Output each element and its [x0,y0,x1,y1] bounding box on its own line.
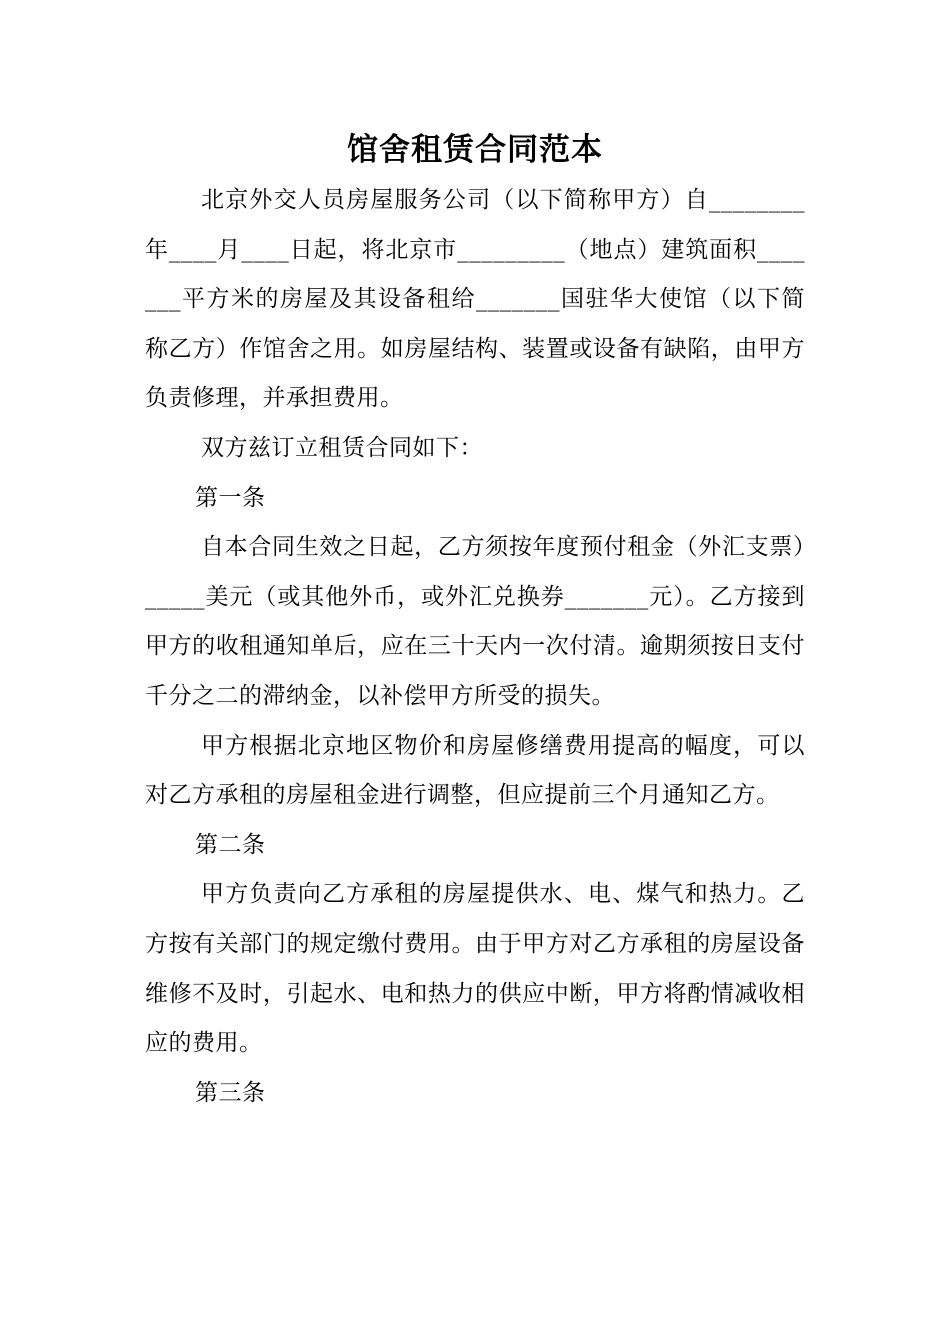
article-heading-1: 第一条 [195,484,266,511]
article-heading-3: 第三条 [195,1079,266,1106]
paragraph-article-2-utilities: 甲方负责向乙方承租的房屋提供水、电、煤气和热力。乙方按有关部门的规定缴付费用。由于甲方对乙方承租的房屋设备维修不及时，引起水、电和热力的供应中断，甲方将酌情减收相应的费用。 [145,881,805,1057]
paragraph-article-1-adjust: 甲方根据北京地区物价和房屋修缮费用提高的幅度，可以对乙方承租的房屋租金进行调整，但应提前三个月通知乙方。 [145,732,805,809]
paragraph-article-1-rent: 自本合同生效之日起，乙方须按年度预付租金（外汇支票）_____美元（或其他外币，或外汇兑换券_______元）。乙方接到甲方的收租通知单后，应在三十天内一次付清。逾期须按日支付千分之二的滞纳金，以补偿甲方所受的损失。 [145,534,805,709]
paragraph-intro: 北京外交人员房屋服务公司（以下简称甲方）自________年____月____日起，将北京市_________（地点）建筑面积_______平方米的房屋及其设备租给_______国驻华大使馆（以下简称乙方）作馆舍之用。如房屋结构、装置或设备有缺陷，由甲方负责修理，并承担费用。 [145,187,805,412]
article-heading-2: 第二条 [195,831,266,858]
paragraph-agreement: 双方兹订立租赁合同如下： [201,434,483,461]
document-title: 馆舍租赁合同范本 [347,132,603,168]
document-body [145,176,805,1118]
